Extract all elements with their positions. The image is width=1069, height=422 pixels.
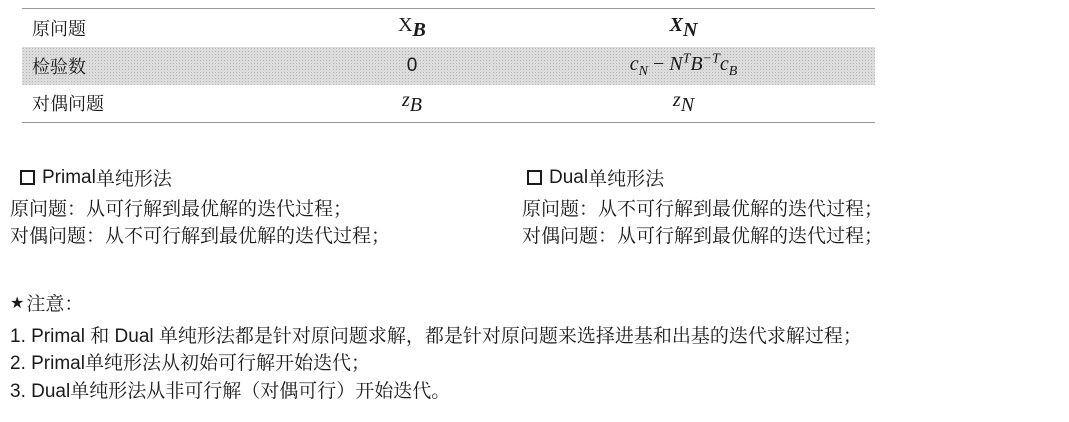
dual-line-2: 对偶问题：从可行解到最优解的迭代过程； [522, 225, 884, 247]
row-label-dual-problem: 对偶问题 [22, 85, 332, 123]
x-symbol: X [398, 13, 413, 36]
primal-line-1: 原问题：从可行解到最优解的迭代过程； [10, 198, 353, 220]
primal-line-2: 对偶问题：从不可行解到最优解的迭代过程； [10, 225, 391, 247]
dual-section-title: Dual 单纯形法 [527, 164, 664, 191]
cell-zn: $z_N$ [492, 85, 875, 123]
x-symbol: X [669, 13, 683, 36]
cell-xb [332, 9, 492, 47]
row-label-reduced-cost: 检验数 [22, 47, 332, 85]
dual-line-1: 原问题：从不可行解到最优解的迭代过程； [522, 198, 884, 220]
n-subscript: N [682, 18, 698, 41]
note-item-1: 1. Primal 和 Dual 单纯形法都是针对原问题求解，都是针对原问题来选择进基和出基的迭代求解过程； [10, 325, 862, 347]
checkbox-square-icon [20, 170, 35, 185]
note-item-2: 2. Primal单纯形法从初始可行解开始迭代； [10, 352, 370, 374]
comparison-table [22, 8, 875, 123]
cell-zb: $z_B$ [332, 85, 492, 123]
cell-xn [492, 9, 875, 47]
star-icon: ★ [10, 294, 25, 312]
cell-reduced-cost-formula: $c_N - N^TB^{-T}c_B$ [492, 47, 875, 85]
checkbox-square-icon [527, 170, 542, 185]
table-row [22, 47, 875, 85]
table-row [22, 9, 875, 47]
table-row [22, 85, 875, 123]
primal-section-title: Primal 单纯形法 [20, 164, 172, 191]
notes-title: ★ 注意： [10, 293, 84, 315]
b-subscript: B [412, 18, 426, 41]
cell-zero: 0 [332, 47, 492, 85]
note-item-3: 3. Dual单纯形法从非可行解（对偶可行）开始迭代。 [10, 380, 451, 402]
row-label-primal-problem: 原问题 [22, 9, 332, 47]
